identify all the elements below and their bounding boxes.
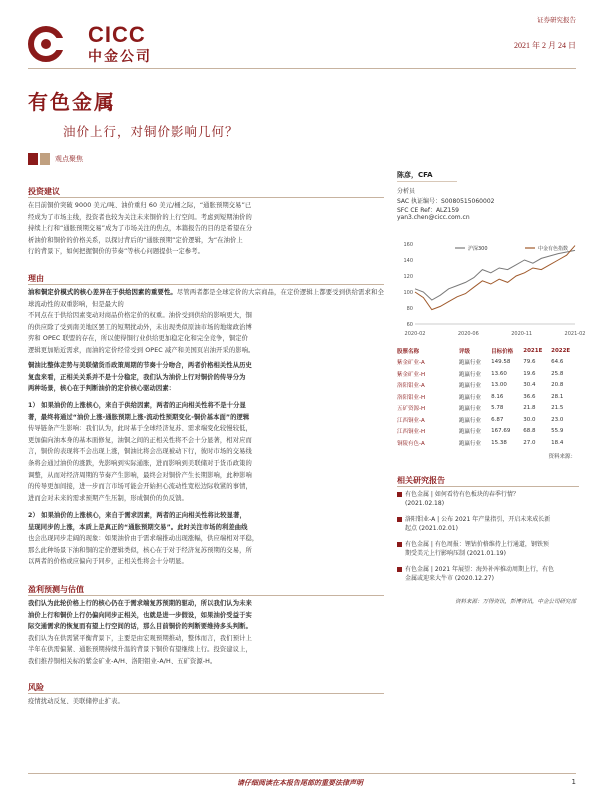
table-header-row xyxy=(397,345,579,357)
report-bullet-icon xyxy=(397,542,402,547)
investment-paragraph xyxy=(28,200,384,258)
section-rule xyxy=(28,197,384,198)
y-tick-label: 160 xyxy=(403,242,413,248)
table-cell: 64.6 xyxy=(551,359,564,366)
section-heading-related: 相关研究报告 xyxy=(397,476,445,485)
text-line: 我们认为在供需紧平衡背景下，主要是由宏观预期推动，整体而言，我们预计上 xyxy=(28,634,252,642)
text-line: 言，铜价的表现将不会出现上涨，铜油比将会出现被动下行，彼时市场的交易线 xyxy=(28,448,252,456)
analyst-name: 陈彦，CFA xyxy=(397,171,433,179)
risk-paragraph xyxy=(28,696,384,708)
table-cell: 跑赢行业 xyxy=(459,406,482,413)
stock-name-cell: 江西铜业-H xyxy=(397,429,426,436)
header-divider xyxy=(28,68,576,69)
text-line: 传导链条产生影响：我们认为，此时基于全球经济复苏、需求端变化较慢较低， xyxy=(28,425,252,433)
table-row xyxy=(397,357,579,369)
related-list xyxy=(397,491,579,591)
text-line: 经成为了市场主线，投资者也较为关注未来铜价的上行空间。考虑到短期油价的 xyxy=(28,213,252,221)
report-date: 2021 年 2 月 24 日 xyxy=(514,41,576,50)
table-cell: 跑赢行业 xyxy=(459,440,482,447)
reason-paragraph-1 xyxy=(28,287,384,357)
section-rule xyxy=(28,693,384,694)
text-line: 半年在供需偏紧、通胀预期持续升温的背景下铜价有望继续上行。投资建议上， xyxy=(28,646,252,654)
text-line: 我们认为此轮价格上行的核心仍在于需求端复苏预期的驱动，所以我们认为未来 xyxy=(28,600,252,607)
footer-divider xyxy=(28,773,576,774)
table-cell: 27.0 xyxy=(523,439,536,446)
section-heading-forecast: 盈利预测与估值 xyxy=(28,585,84,594)
table-cell: 20.8 xyxy=(551,382,564,389)
reason-paragraph-4 xyxy=(28,510,384,568)
table-cell: 21.8 xyxy=(523,405,536,412)
table-cell: 36.6 xyxy=(523,393,536,400)
table-cell: 25.8 xyxy=(551,370,564,377)
section-rule xyxy=(28,284,384,285)
brand-name-en: CICC xyxy=(88,22,146,47)
x-tick-label: 2021-02 xyxy=(564,331,586,337)
related-report-title: 有色金属 | 如何看待有色板块的春季行情？ xyxy=(405,491,519,498)
text-line: 呈现同步的上涨，本质上是真正的“通胀预期交易”。此时关注市场的利差曲线 xyxy=(28,523,248,531)
related-report-item[interactable] xyxy=(397,541,579,558)
table-cell: 149.58 xyxy=(491,359,511,366)
text-line: 更加偏向油本身的基本面修复，油铜之间的正相关性将不会十分显著，相对应而 xyxy=(28,436,252,444)
legend-label: 沪深300 xyxy=(468,246,488,252)
text-line: 2） 如果油价的上涨核心，来自于需求因素，两者的正向相关性将比较显著， xyxy=(28,512,246,519)
report-subtitle: 油价上行，对铜价影响几何？ xyxy=(63,124,239,139)
related-report-date: 金属或迎来大牛市 (2020.12.27) xyxy=(405,574,494,582)
table-cell: 55.9 xyxy=(551,428,564,435)
analyst-divider xyxy=(397,181,457,182)
analyst-email[interactable]: yan3.chen@cicc.com.cn xyxy=(397,214,470,221)
section-heading-risk: 风险 xyxy=(28,683,44,692)
tag-marker-light xyxy=(40,153,50,165)
table-row xyxy=(397,437,579,449)
related-report-title: 有色金属 | 有色周报：锂钴价格维持上行通道，钢铁预 xyxy=(405,541,549,548)
stock-name-cell: 洛阳钼业-H xyxy=(397,394,426,401)
y-tick-label: 80 xyxy=(406,306,413,312)
table-cell: 跑赢行业 xyxy=(459,417,482,424)
text-line: 持续上行和“通胀预期交易”成为了市场关注的焦点，本篇报告的目的是希望在分 xyxy=(28,225,253,233)
text-line: 1） 如果油价的上涨核心，来自于供给因素，两者的正向相关性将不是十分显 xyxy=(28,402,246,409)
text-line: 油和铜定价模式的核心差异在于供给因素的重要性。尽管两者都是全球定价的大宗商品，在定价逻辑上都要受到供给需求和全球流动性的双重影响，但是最大的 xyxy=(28,289,384,308)
table-cell: 跑赢行业 xyxy=(459,383,482,390)
table-row xyxy=(397,414,579,426)
text-line: 际交通需求的恢复而有望上行空间的话，那么目前铜价的判断要维持多头判断。 xyxy=(28,623,252,631)
table-source-note: 资料来源： xyxy=(548,454,576,460)
table-header: 2022E xyxy=(551,347,571,354)
table-row xyxy=(397,426,579,438)
table-cell: 跑赢行业 xyxy=(459,394,482,401)
footer-disclaimer: 请仔细阅读在本报告尾部的重要法律声明 xyxy=(237,779,363,787)
stock-name-cell: 紫金矿业-A xyxy=(397,360,425,367)
page-number: 1 xyxy=(571,778,576,786)
text-line: 不同点在于供给因素变动对商品价格定价的权重。油价受到供给的影响更大，铜 xyxy=(28,312,252,320)
y-tick-label: 120 xyxy=(403,274,413,280)
tag-marker-dark xyxy=(28,153,38,165)
text-line: 调整，从而对经济周期的节奏产生影响，最终会对铜价产生长期影响，此种影响 xyxy=(28,471,252,479)
table-cell: 8.16 xyxy=(491,393,504,400)
section-rule xyxy=(397,486,579,487)
table-cell: 167.69 xyxy=(491,428,511,435)
table-cell: 68.8 xyxy=(523,428,536,435)
text-line: 也会出现同步走阔的现象：如果油价由于需求端推动出现涨幅，供应端相对平稳， xyxy=(28,535,259,543)
related-report-item[interactable] xyxy=(397,516,579,533)
stock-name-cell: 铜陵有色-A xyxy=(397,440,425,447)
table-row xyxy=(397,380,579,392)
text-line: 进而会对未来的需求预期产生压制，形成铜价的负反馈。 xyxy=(28,494,188,502)
text-line: 行的背景下，如何把握铜价的节奏”等核心问题提供一定参考。 xyxy=(28,248,205,256)
related-report-date: 起点 (2021.02.01) xyxy=(405,524,458,532)
y-tick-label: 140 xyxy=(403,258,413,264)
section-heading-reason: 理由 xyxy=(28,274,44,283)
related-report-date: (2021.02.18) xyxy=(405,499,445,507)
doc-type: 证券研究报告 xyxy=(537,16,576,24)
y-tick-label: 60 xyxy=(406,322,413,328)
related-report-item[interactable] xyxy=(397,491,579,508)
table-row xyxy=(397,391,579,403)
forecast-paragraph xyxy=(28,598,384,668)
text-line: 的供应除了受到南美地区罢工的短期扰动外，未出现类似原油市场的地缘政治博 xyxy=(28,323,252,331)
report-title: 有色金属 xyxy=(28,90,116,114)
report-tag: 观点聚焦 xyxy=(55,155,83,163)
x-tick-label: 2020-11 xyxy=(511,331,533,337)
table-cell: 6.87 xyxy=(491,416,504,423)
report-bullet-icon xyxy=(397,517,402,522)
analyst-role: 分析员 xyxy=(397,188,416,195)
table-cell: 30.0 xyxy=(523,416,536,423)
table-cell: 跑赢行业 xyxy=(459,371,482,378)
cicc-logo-icon xyxy=(28,24,76,64)
related-source-note: 资料来源：万得资讯，彭博资讯，中金公司研究部 xyxy=(454,599,576,605)
text-line: 疫情扰动反复、美联储停止扩表。 xyxy=(28,698,124,705)
table-cell: 19.6 xyxy=(523,370,536,377)
reason-paragraph-2 xyxy=(28,360,384,395)
text-line: 油价上行和铜价上行仍偏向同步正相关，也就是进一步假设，如果油价受益于实 xyxy=(28,611,252,619)
stock-name-cell: 五矿资源-H xyxy=(397,406,426,413)
table-header: 2021E xyxy=(523,347,543,354)
related-report-date: 期受美元上行影响压制 (2021.01.19) xyxy=(405,549,506,557)
table-header: 股票名称 xyxy=(397,348,420,355)
text-line: 著，最终将通过“油价上涨-通胀预期上涨-流动性预期变化-铜价基本面”的逻辑 xyxy=(28,413,250,421)
table-row xyxy=(397,368,579,380)
table-cell: 23.0 xyxy=(551,416,564,423)
table-header: 目标价格 xyxy=(491,348,514,355)
text-line: 两种场景，核心在于判断油价的定价核心驱动因素： xyxy=(28,385,176,393)
table-cell: 5.78 xyxy=(491,405,504,412)
text-line: 以两者的价格或应偏向于同步，正相关性将会十分明显。 xyxy=(28,558,188,566)
table-cell: 21.5 xyxy=(551,405,564,412)
analyst-sac: SAC 执证编号：S0080515060002 xyxy=(397,198,495,205)
text-line: 逻辑更加贴近需求，而油的定价经常受到 OPEC 减产和美国页岩油开采的影响。 xyxy=(28,346,255,354)
brand-name-cn: 中金公司 xyxy=(88,49,152,65)
table-cell: 13.60 xyxy=(491,370,507,377)
table-cell: 15.38 xyxy=(491,439,507,446)
table-row xyxy=(397,403,579,415)
related-report-title: 洛阳钼业-A | 公布 2021 年产量指引，开启未来成长新 xyxy=(405,516,551,523)
table-cell: 30.4 xyxy=(523,382,536,389)
section-rule xyxy=(28,595,384,596)
reason-paragraph-3 xyxy=(28,400,384,504)
related-report-item[interactable] xyxy=(397,566,579,583)
text-line: 条将会通过油价的涨跌，先影响到实际通胀，进而影响到美联储对于货币政策的 xyxy=(28,459,252,467)
performance-chart xyxy=(397,238,586,338)
stock-name-cell: 紫金矿业-H xyxy=(397,371,426,378)
table-cell: 79.6 xyxy=(523,359,536,366)
legend-label: 中金有色指数 xyxy=(538,246,569,252)
y-tick-label: 100 xyxy=(403,290,413,296)
text-line: 弈和 OPEC 联盟的存在，所以使得铜行业供给更加稳定化和完全竞争，铜定价 xyxy=(28,335,249,343)
x-tick-label: 2020-02 xyxy=(404,331,426,337)
table-cell: 跑赢行业 xyxy=(459,429,482,436)
x-tick-label: 2020-06 xyxy=(457,331,479,337)
analyst-sfc: SFC CE Ref：ALZ159 xyxy=(397,207,459,214)
report-bullet-icon xyxy=(397,492,402,497)
table-header: 评级 xyxy=(459,348,471,355)
text-line: 的传导更加间接，进一步而言市场可能会开始担心流动性宽松边际收紧的事情， xyxy=(28,483,252,491)
stock-table xyxy=(397,345,579,449)
table-cell: 28.1 xyxy=(551,393,564,400)
text-line: 那么此种场景下油和铜的定价逻辑类似，核心在于对于经济复苏预期的交易，所 xyxy=(28,546,252,554)
related-report-title: 有色金属 | 2021 年展望：海外补库推动周期上行，有色 xyxy=(405,566,555,573)
text-line: 析油价和铜价的价格关系，以探讨背后的“通胀预期”定价逻辑，为“在油价上 xyxy=(28,236,243,244)
text-line: 在目前铜价突破 9000 美元/吨、油价重归 60 美元/桶之际，“通胀预期交易”已 xyxy=(28,202,252,209)
table-cell: 18.4 xyxy=(551,439,564,446)
stock-name-cell: 江西铜业-A xyxy=(397,417,425,424)
table-cell: 13.00 xyxy=(491,382,507,389)
stock-name-cell: 洛阳钼业-A xyxy=(397,383,425,390)
table-cell: 跑赢行业 xyxy=(459,360,482,367)
section-heading-investment: 投资建议 xyxy=(28,187,60,196)
text-line: 我们推荐铜相关标的紫金矿业-A/H、洛阳钼业-A/H、五矿资源-H。 xyxy=(28,657,217,665)
text-line: 复盘来看，正相关关系并不是十分稳定，我们认为油价上行对铜价的传导分为 xyxy=(28,373,246,381)
series-line-0 xyxy=(415,250,575,300)
report-bullet-icon xyxy=(397,567,402,572)
text-line: 铜油比整体走势与美联储货币政策周期的节奏十分吻合，两者价格相关性从历史 xyxy=(28,362,252,369)
